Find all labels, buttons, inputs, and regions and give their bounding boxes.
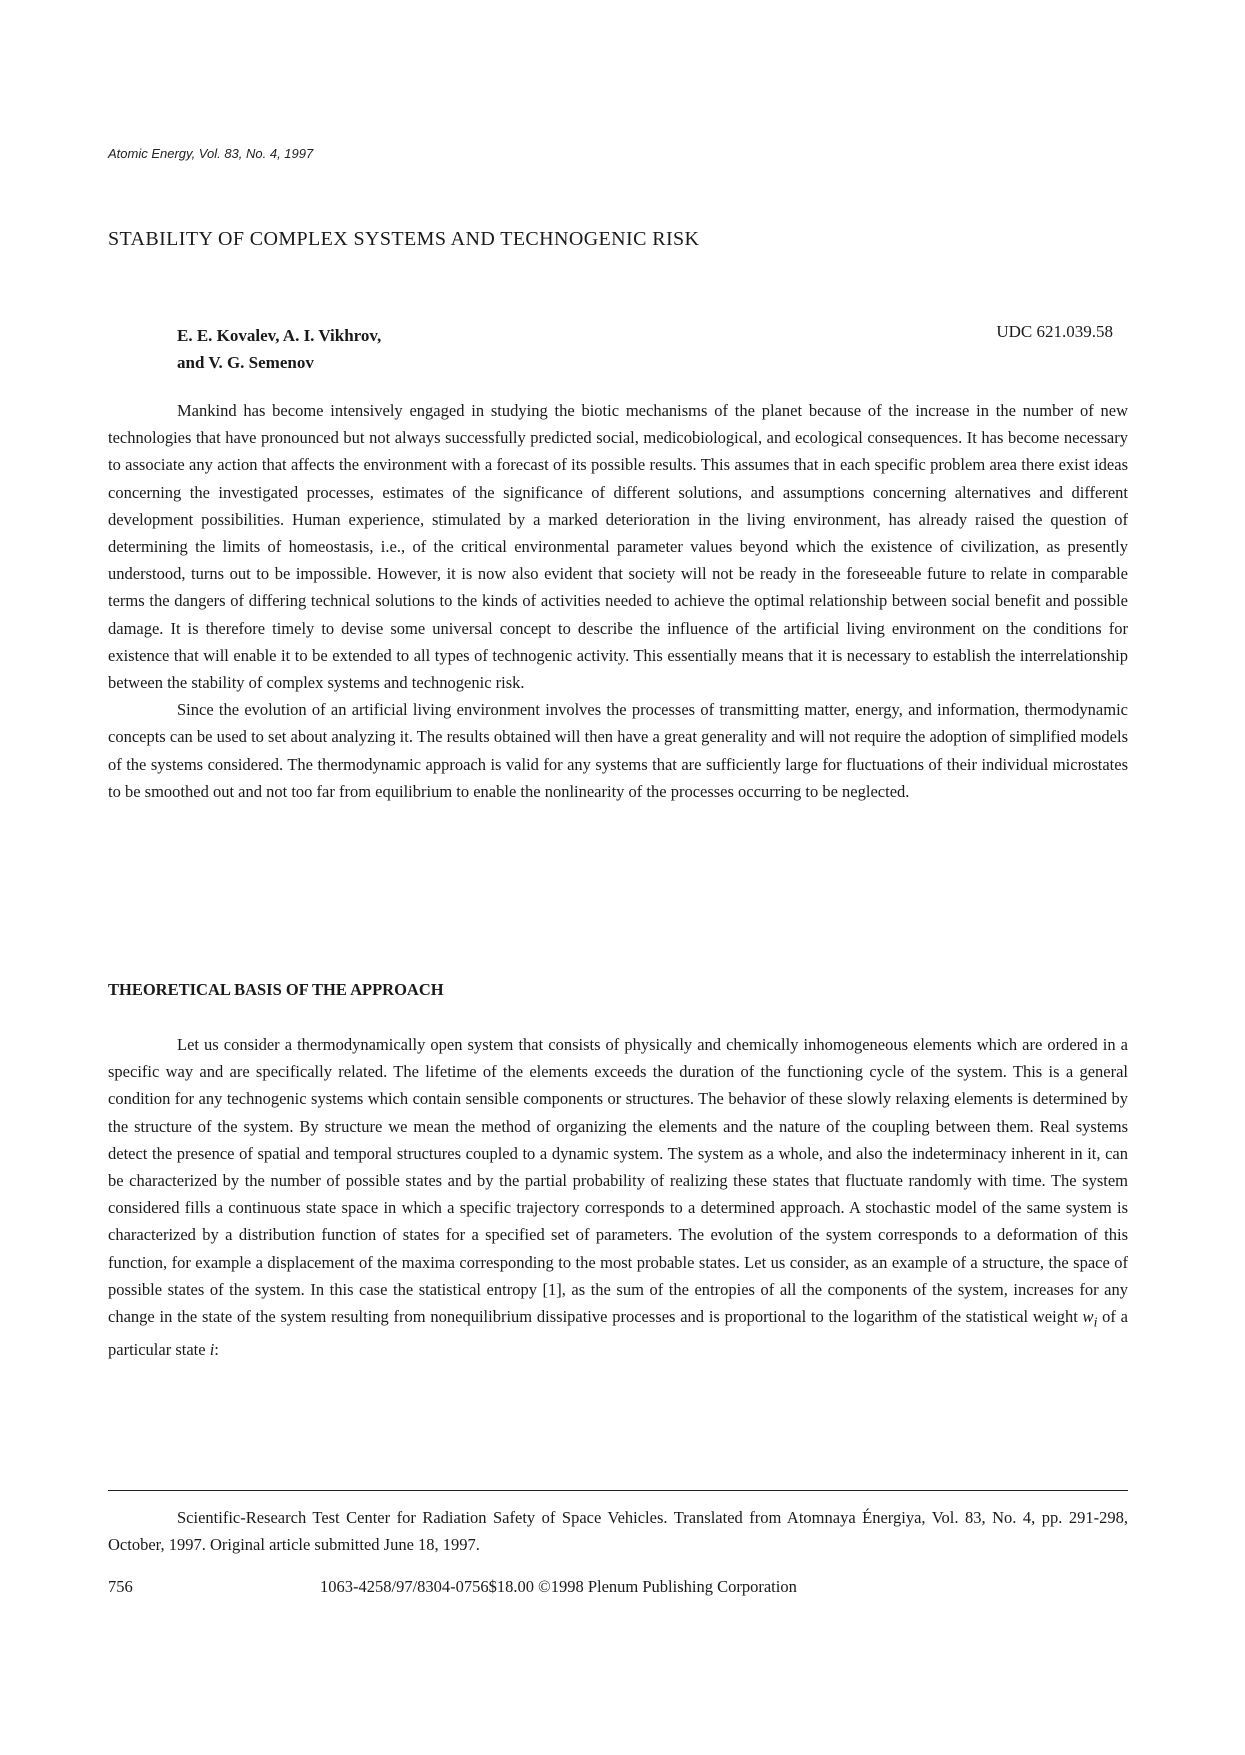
theory-paragraph-1 <box>108 1031 1128 1363</box>
theory-section <box>108 1031 1128 1363</box>
introduction <box>108 397 1128 805</box>
authors-line-2: and V. G. Semenov <box>177 353 314 372</box>
article-title: STABILITY OF COMPLEX SYSTEMS AND TECHNOGENIC RISK <box>108 228 700 250</box>
statistical-weight-symbol: w <box>1082 1307 1094 1327</box>
statistical-weight-subscript: i <box>1093 1314 1098 1330</box>
state-index-symbol: i <box>209 1339 215 1359</box>
theory-text-part-3: : <box>214 1339 219 1359</box>
theory-text-part-2: of a particular state <box>108 1307 1128 1359</box>
copyright-line: 1063-4258/97/8304-0756$18.00 ©1998 Plenum Publishing Corporation <box>320 1577 797 1596</box>
authors-line-1: E. E. Kovalev, A. I. Vikhrov, <box>177 326 382 345</box>
journal-citation: Atomic Energy, Vol. 83, No. 4, 1997 <box>108 146 314 161</box>
page-number: 756 <box>108 1577 133 1596</box>
intro-paragraph-2: Since the evolution of an artificial living environment involves the processes of transmitting matter, energy, and information, thermodynamic concepts can be used to set about analyzing it. The results obtained will then have a great generality and will not require the adoption of simplified models of the systems considered. The thermodynamic approach is valid for any systems that are sufficiently large for fluctuations of their individual microstates to be smoothed out and not too far from equilibrium to enable the nonlinearity of the processes occurring to be neglected. <box>108 700 1128 801</box>
author-list <box>177 322 381 376</box>
theory-text-part-1: Let us consider a thermodynamically open system that consists of physically and chemically inhomogeneous elements which are ordered in a specific way and are specifically related. The lifetime of the elements exceeds the duration of the functioning cycle of the system. This is a general condition for any technogenic systems which contain sensible components or structures. The behavior of these slowly relaxing elements is determined by the structure of the system. By structure we mean the method of organizing the elements and the nature of the coupling between them. Real systems detect the presence of spatial and temporal structures coupled to a dynamic system. The system as a whole, and also the indeterminacy inherent in it, can be characterized by the number of possible states and by the partial probability of realizing these states that fluctuate randomly with time. The system considered fills a continuous state space in which a specific trajectory corresponds to a determined approach. A stochastic model of the same system is characterized by a distribution function of states for a specified set of parameters. The evolution of the system corresponds to a deformation of this function, for example a displacement of the maxima corresponding to the most probable states. Let us consider, as an example of a structure, the space of possible states of the system. In this case the statistical entropy [1], as the sum of the entropies of all the components of the system, increases for any change in the state of the system resulting from nonequilibrium dissipative processes and is proportional to the logarithm of the statistical weight <box>108 1035 1128 1327</box>
footnote-divider <box>108 1490 1128 1491</box>
intro-paragraph-1: Mankind has become intensively engaged in studying the biotic mechanisms of the planet because of the increase in the number of new technologies that have pronounced but not always successfully predicted social, medicobiological, and ecological consequences. It has become necessary to associate any action that affects the environment with a forecast of its possible results. This assumes that in each specific problem area there exist ideas concerning the investigated processes, estimates of the significance of different solutions, and assumptions concerning alternatives and different development possibilities. Human experience, stimulated by a marked deterioration in the living environment, has already raised the question of determining the limits of homeostasis, i.e., of the critical environmental parameter values beyond which the existence of civilization, as presently understood, turns out to be impossible. However, it is now also evident that society will not be ready in the foreseeable future to relate in comparable terms the dangers of differing technical solutions to the kinds of activities needed to achieve the optimal relationship between social benefit and possible damage. It is therefore timely to devise some universal concept to describe the influence of the artificial living environment on the conditions for existence that will enable it to be extended to all types of technogenic activity. This essentially means that it is necessary to establish the interrelationship between the stability of complex systems and technogenic risk. <box>108 401 1128 693</box>
udc-code: UDC 621.039.58 <box>996 322 1113 341</box>
affiliation-footnote <box>108 1504 1128 1558</box>
footnote-text: Scientific-Research Test Center for Radiation Safety of Space Vehicles. Translated from Atomnaya Énergiya, Vol. 83, No. 4, pp. 291-298, October, 1997. Original article submitted June 18, 1997. <box>108 1508 1128 1554</box>
section-heading: THEORETICAL BASIS OF THE APPROACH <box>108 980 444 999</box>
